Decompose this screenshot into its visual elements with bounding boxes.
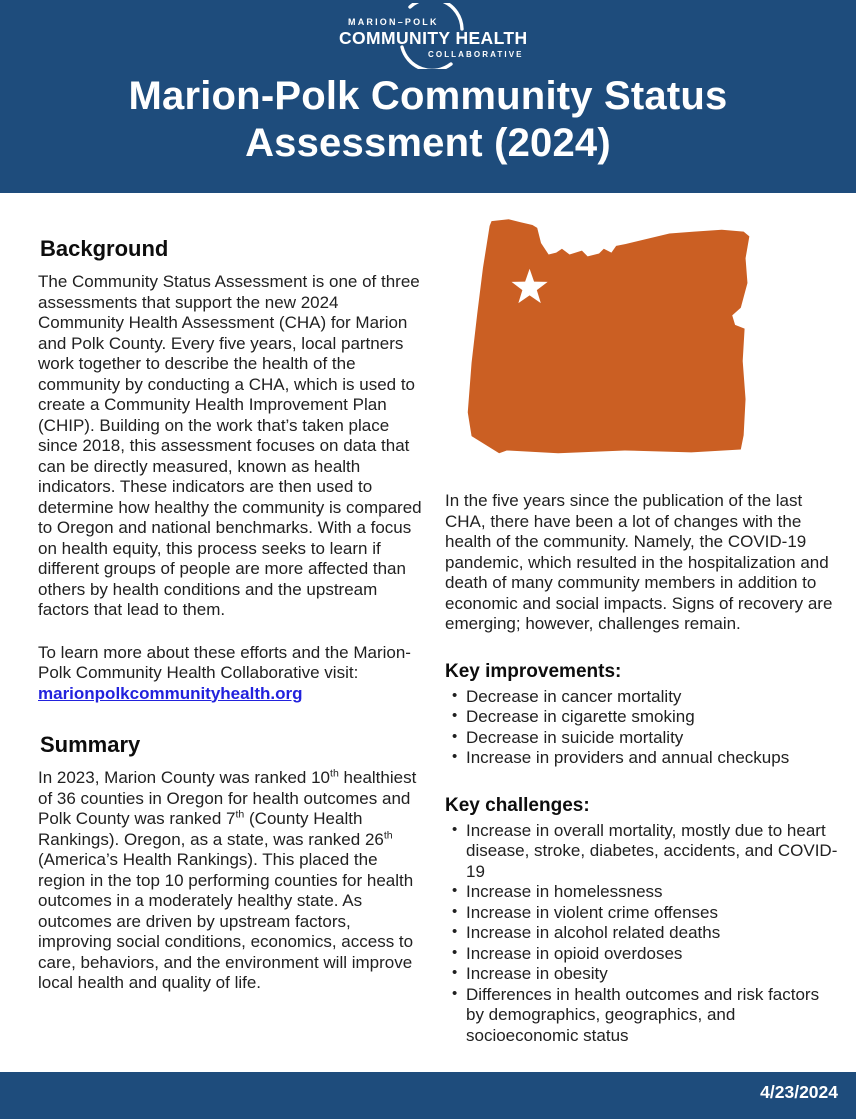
summary-heading: Summary [40, 732, 141, 757]
bullet-item: • Increase in obesity [445, 964, 840, 985]
right-column [445, 218, 840, 1046]
oregon-silhouette [468, 219, 750, 453]
learn-more-paragraph: To learn more about these efforts and the Marion-Polk Community Health Collaborative visit: marionpolkcommunityhealth.org [38, 642, 411, 703]
bullet-item: • Increase in providers and annual checkups [445, 748, 840, 769]
bullet-item: • Increase in alcohol related deaths [445, 923, 840, 944]
key-challenges-list [445, 821, 840, 1047]
logo-text-bottom: COLLABORATIVE [428, 50, 524, 59]
bullet-item: • Differences in health outcomes and risk factors by demographics, geographics, and socioeconomic status [445, 985, 840, 1047]
community-health-collaborative-logo [318, 3, 538, 69]
background-paragraph: The Community Status Assessment is one of three assessments that support the new 2024 Community Health Assessment (CHA) for Marion and Polk County. Every five years, local partners work together to describe the health of the community by conducting a CHA, which is used to create a Community Health Improvement Plan (CHIP). Building on the work that’s taken place since 2018, this assessment focuses on data that can be directly measured, known as health indicators. These indicators are then used to determine how healthy the community is compared to Oregon and national benchmarks. With a focus on health equity, this process seeks to learn if different groups of people are more affected than others by health conditions and the upstream factors that lead to them. [38, 272, 422, 619]
logo-text-middle: COMMUNITY HEALTH [339, 28, 528, 48]
bullet-item: • Decrease in cigarette smoking [445, 707, 840, 728]
footer-banner [0, 1072, 856, 1119]
key-improvements-list [445, 687, 840, 769]
bullet-item: • Decrease in cancer mortality [445, 687, 840, 708]
footer-date: 4/23/2024 [760, 1082, 838, 1102]
key-improvements-heading: Key improvements: [445, 660, 622, 682]
bullet-item: • Decrease in suicide mortality [445, 728, 840, 749]
oregon-state-map [463, 218, 815, 466]
background-heading: Background [40, 236, 169, 261]
page-title: Marion-Polk Community Status Assessment (2024) [128, 74, 728, 166]
website-link[interactable]: marionpolkcommunityhealth.org [38, 683, 303, 703]
ordinal-superscript: th [235, 808, 245, 821]
ordinal-superscript: th [330, 767, 339, 780]
logo-text-top: MARION–POLK [348, 17, 439, 27]
ordinal-superscript: th [383, 828, 393, 841]
oregon-map-container [463, 218, 840, 471]
summary-paragraph: In 2023, Marion County was ranked 10th healthiest of 36 counties in Oregon for health outcomes and Polk County was ranked 7th (County Health Rankings). Oregon, as a state, was ranked 26th (America’s Health Rankings). This placed the region in the top 10 performing counties for health outcomes in a moderately healthy state. As outcomes are driven by upstream factors, improving social conditions, economics, access to care, behaviors, and the environment will improve local health and quality of life. [38, 767, 417, 992]
bullet-item: • Increase in overall mortality, mostly due to heart disease, stroke, diabetes, accidents, and COVID-19 [445, 821, 840, 883]
bullet-item: • Increase in violent crime offenses [445, 903, 840, 924]
bullet-item: • Increase in homelessness [445, 882, 840, 903]
bullet-item: • Increase in opioid overdoses [445, 944, 840, 965]
five-years-paragraph: In the five years since the publication of the last CHA, there have been a lot of changes with the health of the community. Namely, the COVID-19 pandemic, which resulted in the hospitalization and death of many community members in addition to economic and social impacts. Signs of recovery are emerging; however, challenges remain. [445, 491, 833, 633]
key-challenges-heading: Key challenges: [445, 794, 590, 816]
left-column [38, 236, 425, 994]
header-banner [0, 0, 856, 193]
